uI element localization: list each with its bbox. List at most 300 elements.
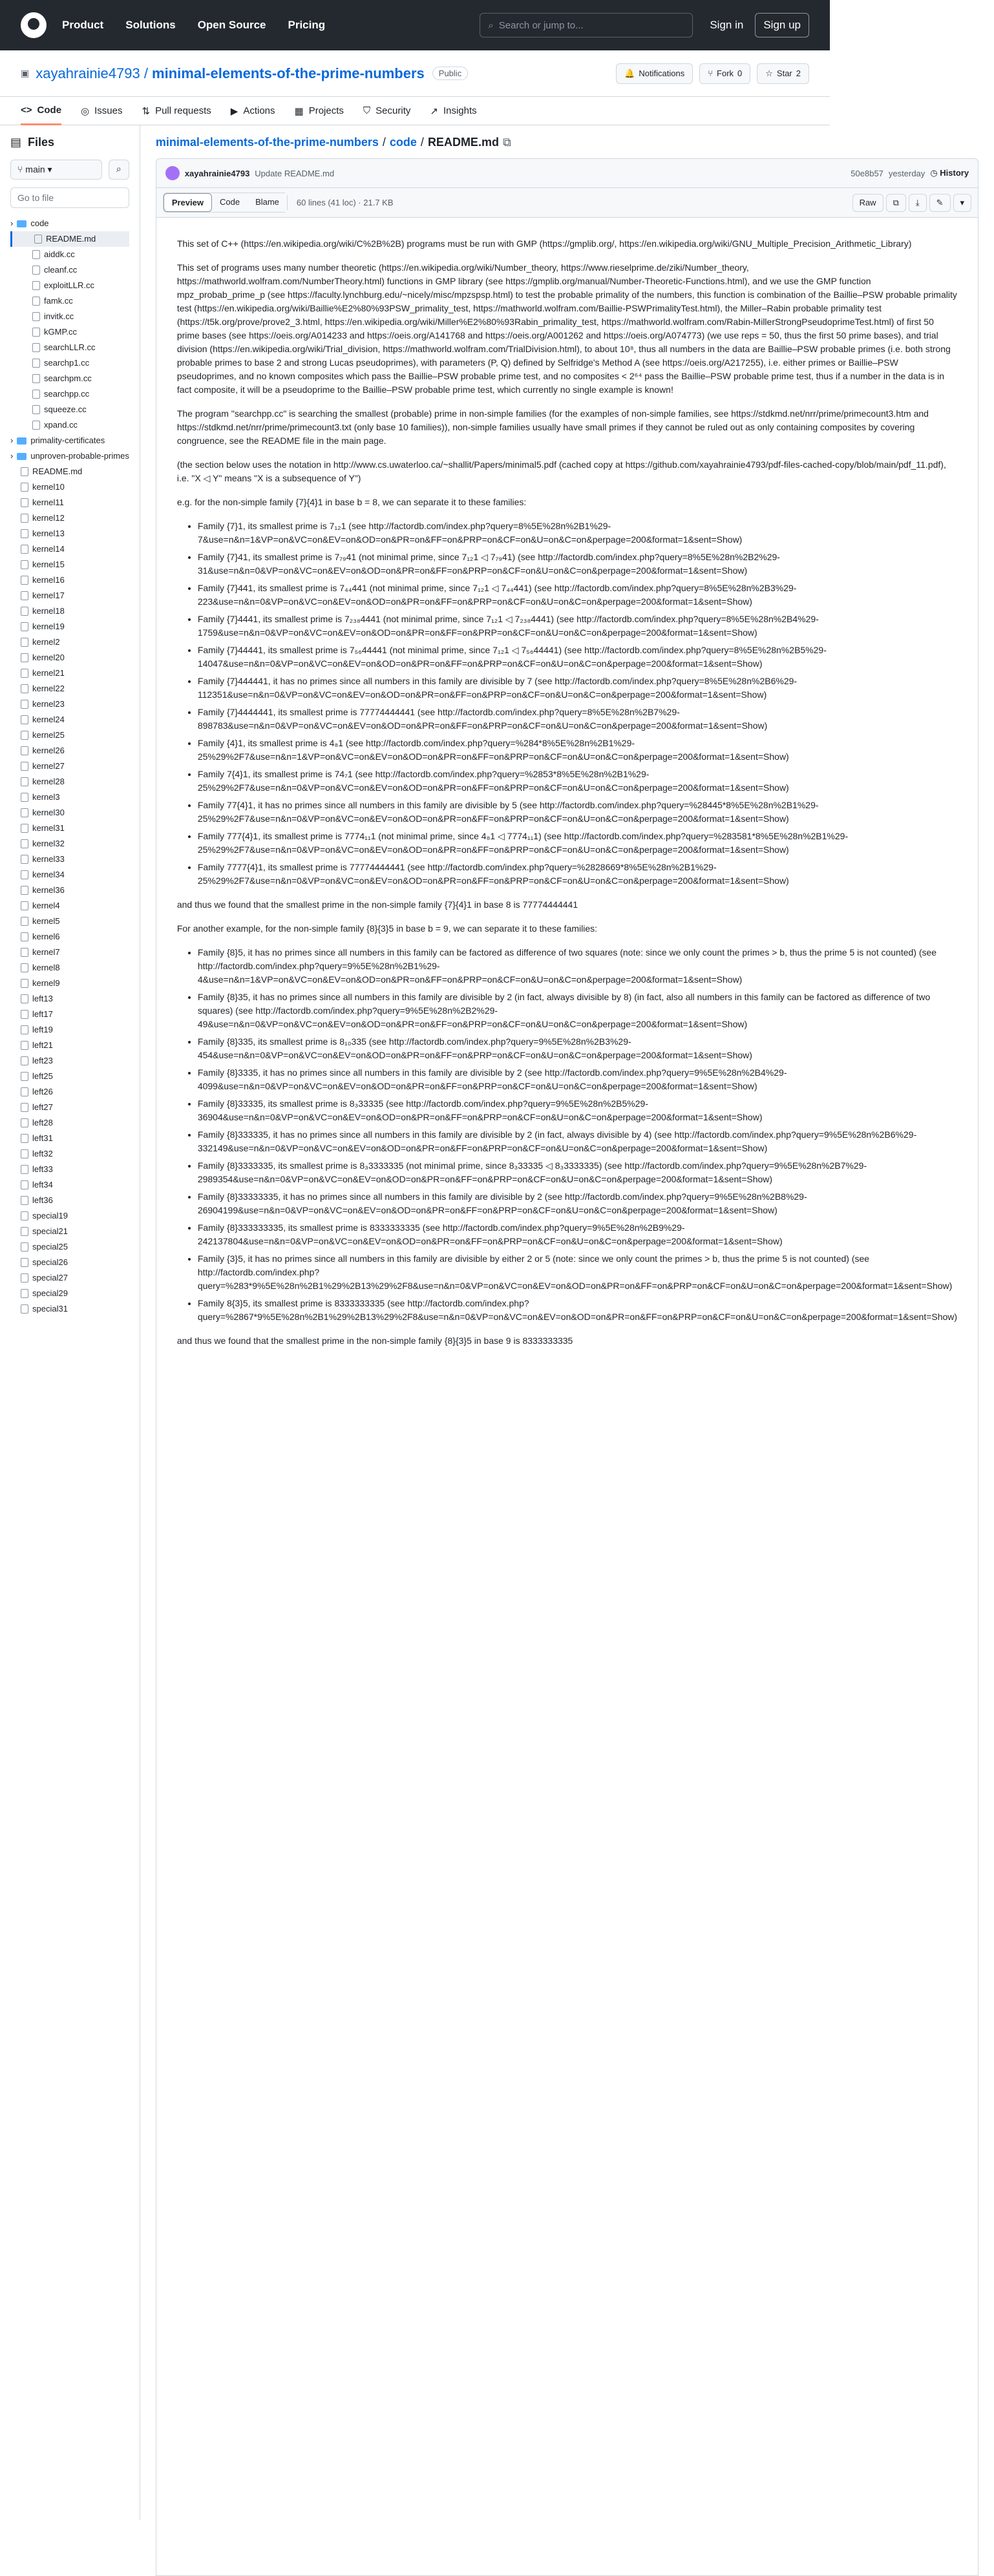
- file-item[interactable]: [10, 541, 129, 557]
- tree-item-label: special31: [32, 1304, 68, 1314]
- tab-code[interactable]: <> Code: [21, 97, 61, 125]
- list-item: • Family {7}441, its smallest prime is 7₄₄441 (not minimal prime, since 7₁₂1 ◁ 7₄₄441) (see http://factordb.com/index.php?query=8%5E%28n%2B3%29-223&use=n&n=0&VP=on&VC=on&EV=on&OD=on&PR=on&FF=on&PRP=on&CF=on&U=on&C=on&perpage=200&format=1&sent=Show): [198, 581, 957, 609]
- shield-icon: ⛉: [363, 105, 371, 116]
- file-icon: [34, 235, 42, 244]
- file-icon: [21, 1103, 28, 1112]
- github-logo-icon[interactable]: [21, 12, 47, 38]
- file-item[interactable]: [10, 386, 129, 402]
- file-icon: [21, 529, 28, 538]
- tree-item-label: left33: [32, 1164, 53, 1174]
- file-item[interactable]: [10, 1084, 129, 1100]
- file-item[interactable]: [10, 821, 129, 836]
- file-icon: [21, 638, 28, 647]
- file-icon: [21, 1149, 28, 1158]
- file-item[interactable]: [10, 1193, 129, 1208]
- list-item: • Family {8}5, it has no primes since all numbers in this family can be factored as difference of two squares (note: since we only count the primes > b, thus the prime 5 is not counted) (see http://factordb.com/index.php?query=9%5E%28n%2B1%29-4&use=n&n=1&VP=on&VC=on&EV=on&OD=on&PR=on&FF=on&PRP=on&CF=on&U=on&C=on&perpage=200&format=1&sent=Show): [198, 946, 957, 987]
- file-item[interactable]: [10, 1270, 129, 1286]
- family-list: [198, 946, 957, 1324]
- code-icon: <>: [21, 104, 32, 116]
- file-icon: [21, 948, 28, 957]
- file-item[interactable]: [10, 650, 129, 665]
- tree-item-label: left17: [32, 1009, 53, 1019]
- go-to-file-input[interactable]: Go to file: [10, 187, 129, 208]
- list-item: • Family {7}44441, its smallest prime is 7₅₆44441 (not minimal prime, since 7₁₂1 ◁ 7₅₆44441) (see http://factordb.com/index.php?query=8%5E%28n%2B5%29-14047&use=n&n=0&VP=on&VC=on&EV=on&OD=on&PR=on&FF=on&PRP=on&CF=on&U=on&C=on&perpage=200&format=1&sent=Show): [198, 644, 957, 671]
- file-icon: [21, 1273, 28, 1283]
- file-icon: [21, 1211, 28, 1220]
- file-toolbar: [156, 188, 978, 218]
- search-input[interactable]: [480, 13, 693, 37]
- folder-icon: [17, 220, 26, 227]
- list-item: • Family {8}3333335, its smallest prime is 8₃3333335 (not minimal prime, since 8₃33335 ◁ 8₃3333335) (see http://factordb.com/index.php?query=9%5E%28n%2B7%29-2989354&use=n&n=0&VP=on&VC=on&EV=on&OD=on&PR=on&FF=on&PRP=on&CF=on&U=on&C=on&perpage=200&format=1&sent=Show): [198, 1159, 957, 1186]
- tree-item-label: searchLLR.cc: [44, 342, 96, 352]
- copy-path-icon[interactable]: ⧉: [502, 136, 511, 149]
- tree-item-label: unproven-probable-primes: [30, 451, 129, 461]
- tree-item-label: kernel24: [32, 715, 65, 724]
- fork-icon: ⑂: [708, 68, 714, 78]
- star-button[interactable]: ☆ Star 2: [757, 63, 809, 84]
- file-item[interactable]: [10, 1224, 129, 1239]
- file-icon: [21, 483, 28, 492]
- tree-item-label: kernel9: [32, 978, 60, 988]
- sign-in-link[interactable]: Sign in: [710, 19, 744, 31]
- readme-paragraph: This set of programs uses many number theoretic (https://en.wikipedia.org/wiki/Number_theory, https://www.rieselprime.de/ziki/Number_theory, https://mathworld.wolfram.com/NumberTheory.html) functions in GMP library (see https://gmplib.org/manual/Number-Theoretic-Functions.html), and we use the GMP function mpz_probab_prime_p (see https://faculty.lynchburg.edu/~nicely/misc/mpzspsp.html) to test the probable primality of the numbers, this function is combination of the Baillie–PSW probable primality test (https://en.wikipedia.org/wiki/Baillie%E2%80%93PSW_primality_test, https://mathworld.wolfram.com/Baillie-PSWPrimalityTest.html), the Miller–Rabin probable primality test (https://t5k.org/prove/prove2_3.html, https://en.wikipedia.org/wiki/Miller%E2%80%93Rabin_primality_test, https://mathworld.wolfram.com/Rabin-MillerStrongPseudoprimeTest.html) of first 50 prime bases (see https://oeis.org/A014233 and https://oeis.org/A141768 and https://oeis.org/A001262 and https://oeis.org/A074773) (we use reps = 50, thus the first 50 prime bases), and trial division (https://en.wikipedia.org/wiki/Trial_division, https://mathworld.wolfram.com/TrialDivision.html), to about 10⁸, thus all numbers in the data are Baillie–PSW probable primes (i.e. both strong probable primes to base 2 and strong Lucas pseudoprimes), with parameters (P, Q) defined by Selfridge's Method A (see https://oeis.org/A217255), i.e. either primes or Baillie–PSW pseudoprimes, and no known composites which pass the Baillie–PSW probable prime test, and no composites < 2⁶⁴ pass the Baillie–PSW probable prime test, thus if a number in the data is in fact composite, it will be a pseudoprime to the Baillie–PSW probable prime test, which currently no single example is known!: [176, 262, 957, 395]
- file-item[interactable]: [10, 417, 129, 433]
- file-search-button[interactable]: [109, 160, 129, 180]
- file-icon: [21, 545, 28, 554]
- readme-paragraph: and thus we found that the smallest prime in the non-simple family {8}{3}5 in base 9 is 8333333335: [176, 1335, 573, 1346]
- repo-name-link[interactable]: minimal-elements-of-the-prime-numbers: [152, 65, 425, 81]
- edit-icon[interactable]: ✎: [929, 194, 951, 212]
- file-item[interactable]: [10, 309, 129, 324]
- file-icon: [21, 1087, 28, 1096]
- repo-title: xayahrainie4793 / minimal-elements-of-the-prime-numbers: [36, 65, 425, 81]
- visibility-badge: Public: [432, 67, 468, 80]
- tree-item-label: kernel10: [32, 482, 65, 492]
- tree-item-label: searchpm.cc: [44, 373, 92, 383]
- sign-up-button[interactable]: Sign up: [755, 13, 809, 37]
- file-icon: [21, 963, 28, 972]
- download-icon[interactable]: ⤓: [909, 194, 927, 212]
- file-icon: [21, 1041, 28, 1050]
- top-navbar: [0, 0, 830, 50]
- file-item[interactable]: [10, 929, 129, 945]
- copy-icon[interactable]: ⧉: [886, 194, 906, 212]
- file-icon: [21, 979, 28, 988]
- avatar[interactable]: [165, 166, 180, 180]
- blame-tab[interactable]: Blame: [248, 193, 287, 212]
- file-item[interactable]: [10, 1038, 129, 1053]
- tree-item-label: kernel30: [32, 808, 65, 817]
- tree-item-label: cleanf.cc: [44, 265, 78, 275]
- file-icon: [21, 607, 28, 616]
- list-item: • Family {8}335, its smallest prime is 8₁₀335 (see http://factordb.com/index.php?query=9%5E%28n%2B3%29-454&use=n&n=0&VP=on&VC=on&EV=on&OD=on&PR=on&FF=on&PRP=on&CF=on&U=on&C=on&perpage=200&format=1&sent=Show): [198, 1035, 957, 1062]
- breadcrumb-repo[interactable]: minimal-elements-of-the-prime-numbers: [155, 136, 379, 149]
- file-icon: [21, 762, 28, 771]
- file-item[interactable]: [10, 355, 129, 371]
- list-item: • Family {8}3335, it has no primes since all numbers in this family are divisible by 2 (see http://factordb.com/index.php?query=9%5E%28n%2B4%29-4099&use=n&n=0&VP=on&VC=on&EV=on&OD=on&PR=on&FF=on&PRP=on&CF=on&U=on&C=on&perpage=200&format=1&sent=Show): [198, 1066, 957, 1093]
- more-icon[interactable]: ▾: [953, 194, 972, 212]
- file-icon: [32, 312, 40, 321]
- latest-commit: [156, 158, 978, 188]
- tree-item-label: kernel34: [32, 870, 65, 879]
- nav-product[interactable]: Product: [62, 19, 104, 31]
- tree-item-label: kernel15: [32, 560, 65, 569]
- tab-insights[interactable]: ↗ Insights: [430, 105, 477, 117]
- file-icon: [32, 266, 40, 275]
- tree-item-label: primality-certificates: [30, 435, 105, 445]
- tree-item-label: README.md: [32, 466, 83, 476]
- table-icon: ▦: [294, 105, 304, 117]
- star-icon: ☆: [765, 68, 773, 78]
- file-icon: [21, 1227, 28, 1236]
- file-item[interactable]: [10, 696, 129, 712]
- file-icon: [21, 1196, 28, 1205]
- file-item[interactable]: [10, 231, 129, 247]
- file-item[interactable]: [10, 278, 129, 293]
- tree-item-label: kernel11: [32, 497, 64, 507]
- breadcrumb-dir[interactable]: code: [389, 136, 417, 149]
- file-item[interactable]: [10, 743, 129, 759]
- file-item[interactable]: [10, 759, 129, 774]
- readme-body: [156, 218, 978, 2576]
- file-item[interactable]: [10, 479, 129, 495]
- tree-item-label: famk.cc: [44, 296, 73, 306]
- list-item: • Family {3}5, it has no primes since all numbers in this family are divisible by either 2 or 5 (note: since we only count the primes > b, thus the prime 5 is not counted) (see http://factordb.com/index.php?query=%283*9%5E%28n%2B1%29%2B13%29%2F8&use=n&n=0&VP=on&VC=on&EV=on&OD=on&PR=on&FF=on&PRP=on&CF=on&U=on&C=on&perpage=200&format=1&sent=Show): [198, 1252, 957, 1293]
- nav-open-source[interactable]: Open Source: [197, 19, 266, 31]
- tree-item-label: kernel3: [32, 792, 60, 802]
- file-actions: [852, 194, 972, 212]
- readme-paragraph: and thus we found that the smallest prime in the non-simple family {7}{4}1 in base 8 is 77774444441: [176, 899, 578, 910]
- file-icon: [21, 1165, 28, 1174]
- tree-item-label: exploitLLR.cc: [44, 280, 95, 290]
- tab-projects[interactable]: ▦ Projects: [294, 105, 344, 117]
- tree-item-label: left31: [32, 1133, 53, 1143]
- tree-item-label: left32: [32, 1149, 53, 1158]
- file-sidebar: [0, 125, 140, 2520]
- list-item: • Family {7}4441, its smallest prime is 7₂₃₈4441 (not minimal prime, since 7₁₂1 ◁ 7₂₃₈4441) (see http://factordb.com/index.php?query=8%5E%28n%2B4%29-1759&use=n&n=0&VP=on&VC=on&EV=on&OD=on&PR=on&FF=on&PRP=on&CF=on&U=on&C=on&perpage=200&format=1&sent=Show): [198, 613, 957, 640]
- file-item[interactable]: [10, 371, 129, 386]
- list-item: • Family {7}41, its smallest prime is 7₇₉41 (not minimal prime, since 7₁₂1 ◁ 7₇₉41) (see http://factordb.com/index.php?query=8%5E%28n%2B2%29-31&use=n&n=0&VP=on&VC=on&EV=on&OD=on&PR=on&FF=on&PRP=on&CF=on&U=on&C=on&perpage=200&format=1&sent=Show): [198, 550, 957, 578]
- file-item[interactable]: [10, 976, 129, 991]
- repo-actions: [616, 63, 809, 84]
- fork-button[interactable]: ⑂ Fork 0: [699, 63, 750, 84]
- file-icon: [21, 1242, 28, 1251]
- file-item[interactable]: [10, 1131, 129, 1146]
- chevron-icon: ›: [10, 218, 14, 228]
- file-info: 60 lines (41 loc) · 21.7 KB: [296, 198, 394, 207]
- tree-item-label: special21: [32, 1226, 68, 1236]
- file-item[interactable]: [10, 1177, 129, 1193]
- file-content: [140, 125, 994, 2576]
- list-item: • Family {4}1, its smallest prime is 4₈1 (see http://factordb.com/index.php?query=%284*8%5E%28n%2B1%29-25%29%2F7&use=n&n=1&VP=on&VC=on&EV=on&OD=on&PR=on&FF=on&PRP=on&CF=on&U=on&C=on&perpage=200&format=1&sent=Show): [198, 737, 957, 764]
- file-icon: [21, 1072, 28, 1081]
- tree-item-label: kernel25: [32, 730, 65, 740]
- preview-tab[interactable]: Preview: [164, 193, 212, 212]
- commit-time: yesterday: [888, 168, 925, 178]
- file-item[interactable]: [10, 340, 129, 355]
- file-item[interactable]: [10, 619, 129, 634]
- tree-item-label: kernel27: [32, 761, 65, 771]
- file-icon: [21, 1025, 28, 1034]
- file-icon: [32, 281, 40, 290]
- tree-item-label: kernel20: [32, 653, 65, 662]
- file-item[interactable]: [10, 790, 129, 805]
- commit-hash[interactable]: 50e8b57: [851, 168, 883, 178]
- tree-item-label: kernel26: [32, 746, 65, 755]
- list-item: • Family {7}1, its smallest prime is 7₁₂1 (see http://factordb.com/index.php?query=8%5E%28n%2B1%29-7&use=n&n=1&VP=on&VC=on&EV=on&OD=on&PR=on&FF=on&PRP=on&CF=on&U=on&C=on&perpage=200&format=1&sent=Show): [198, 519, 957, 547]
- list-item: • Family {7}4444441, its smallest prime is 77774444441 (see http://factordb.com/index.php?query=8%5E%28n%2B7%29-898783&use=n&n=0&VP=on&VC=on&EV=on&OD=on&PR=on&FF=on&PRP=on&CF=on&U=on&C=on&perpage=200&format=1&sent=Show): [198, 706, 957, 733]
- file-icon: [21, 498, 28, 507]
- file-item[interactable]: [10, 1301, 129, 1317]
- tree-item-label: kernel13: [32, 529, 65, 538]
- file-item[interactable]: [10, 510, 129, 526]
- file-item[interactable]: [10, 728, 129, 743]
- file-item[interactable]: [10, 1208, 129, 1224]
- file-icon: [21, 1118, 28, 1127]
- files-header: [10, 136, 129, 149]
- file-item[interactable]: [10, 324, 129, 340]
- file-item[interactable]: [10, 712, 129, 728]
- issue-icon: ◎: [81, 105, 90, 117]
- folder-item[interactable]: [10, 216, 129, 231]
- file-item[interactable]: [10, 247, 129, 262]
- file-icon: [21, 669, 28, 678]
- file-icon: [21, 731, 28, 740]
- file-item[interactable]: [10, 572, 129, 588]
- tab-issues[interactable]: ◎ Issues: [81, 105, 123, 117]
- code-view-tab[interactable]: Code: [212, 193, 248, 212]
- tree-item-label: left25: [32, 1071, 53, 1081]
- file-icon: [21, 700, 28, 709]
- file-item[interactable]: [10, 774, 129, 790]
- file-icon: [21, 870, 28, 879]
- tree-item-label: kernel36: [32, 885, 65, 895]
- file-item[interactable]: [10, 1239, 129, 1255]
- notifications-button[interactable]: 🔔 Notifications: [616, 63, 693, 84]
- tree-item-label: kernel18: [32, 606, 65, 616]
- folder-icon: [17, 437, 26, 445]
- file-icon: [21, 1304, 28, 1314]
- folder-item[interactable]: [10, 433, 129, 448]
- file-item[interactable]: [10, 293, 129, 309]
- tree-item-label: xpand.cc: [44, 420, 78, 430]
- tree-item-label: kernel8: [32, 963, 60, 972]
- tree-item-label: left27: [32, 1102, 53, 1112]
- tree-item-label: kernel17: [32, 591, 65, 600]
- file-item[interactable]: [10, 1069, 129, 1084]
- branch-row: [10, 160, 129, 180]
- tab-security[interactable]: ⛉ Security: [363, 105, 411, 116]
- file-item[interactable]: [10, 588, 129, 603]
- branch-selector[interactable]: ⑂ main ▾: [10, 160, 102, 180]
- list-item: • Family 777{4}1, its smallest prime is 7774₁₁1 (not minimal prime, since 4₈1 ◁ 7774₁₁1) (see http://factordb.com/index.php?query=%283581*8%5E%28n%2B1%29-25%29%2F7&use=n&n=0&VP=on&VC=on&EV=on&OD=on&PR=on&FF=on&PRP=on&CF=on&U=on&C=on&perpage=200&format=1&sent=Show): [198, 830, 957, 857]
- file-item[interactable]: [10, 914, 129, 929]
- tree-item-label: kernel28: [32, 777, 65, 786]
- file-icon: [21, 994, 28, 1003]
- file-icon: [32, 390, 40, 399]
- nav-pricing[interactable]: Pricing: [288, 19, 326, 31]
- tree-item-label: searchpp.cc: [44, 389, 90, 399]
- repo-owner-link[interactable]: xayahrainie4793: [36, 65, 140, 81]
- file-icon: [21, 1056, 28, 1065]
- file-item[interactable]: [10, 1286, 129, 1301]
- view-switch: [163, 193, 288, 213]
- file-item[interactable]: [10, 867, 129, 883]
- bell-icon: 🔔: [624, 68, 635, 78]
- file-item[interactable]: [10, 1022, 129, 1038]
- family-list: [198, 519, 957, 888]
- file-icon: [21, 1134, 28, 1143]
- list-item: • Family {8}333333335, its smallest prime is 8333333335 (see http://factordb.com/index.php?query=9%5E%28n%2B9%29-242137804&use=n&n=0&VP=on&VC=on&EV=on&OD=on&PR=on&FF=on&PRP=on&CF=on&U=on&C=on&perpage=200&format=1&sent=Show): [198, 1221, 957, 1248]
- repo-tabs: [0, 97, 830, 125]
- tree-item-label: kernel6: [32, 932, 60, 941]
- file-icon: [21, 932, 28, 941]
- tree-item-label: left23: [32, 1056, 53, 1065]
- file-icon: [21, 917, 28, 926]
- file-item[interactable]: [10, 805, 129, 821]
- file-item[interactable]: [10, 1255, 129, 1270]
- file-item[interactable]: [10, 1115, 129, 1131]
- search-icon: ⌕: [116, 163, 122, 174]
- repo-icon: ▣: [21, 68, 30, 78]
- file-icon: [32, 374, 40, 383]
- file-item[interactable]: [10, 898, 129, 914]
- file-icon: [21, 901, 28, 910]
- file-item[interactable]: [10, 495, 129, 510]
- tree-item-label: kernel12: [32, 513, 65, 523]
- file-icon: [21, 591, 28, 600]
- tree-item-label: left13: [32, 994, 53, 1003]
- readme-paragraph: For another example, for the non-simple family {8}{3}5 in base b = 9, we can separate it to these families:: [176, 923, 598, 934]
- tree-item-label: squeeze.cc: [44, 404, 87, 414]
- top-nav: [62, 19, 325, 32]
- file-icon: [21, 684, 28, 693]
- list-item: • Family {8}35, it has no primes since all numbers in this family are divisible by 2 (in fact, always divisible by 8) (in fact, also all numbers in this family can be factored as difference of two squares) (see http://factordb.com/index.php?query=9%5E%28n%2B2%29-49&use=n&n=0&VP=on&VC=on&EV=on&OD=on&PR=on&FF=on&PRP=on&CF=on&U=on&C=on&perpage=200&format=1&sent=Show): [198, 990, 957, 1031]
- file-item[interactable]: [10, 464, 129, 479]
- file-item[interactable]: [10, 603, 129, 619]
- file-icon: [32, 359, 40, 368]
- tree-item-label: kernel16: [32, 575, 65, 585]
- list-item: • Family {8}333335, it has no primes since all numbers in this family are divisible by 2 (in fact, always divisible by 4) (see http://factordb.com/index.php?query=9%5E%28n%2B6%29-332149&use=n&n=0&VP=on&VC=on&EV=on&OD=on&PR=on&FF=on&PRP=on&CF=on&U=on&C=on&perpage=200&format=1&sent=Show): [198, 1128, 957, 1155]
- file-icon: [21, 715, 28, 724]
- pull-request-icon: ⇅: [142, 105, 151, 117]
- tree-item-label: kGMP.cc: [44, 327, 78, 337]
- search-placeholder: Search or jump to...: [498, 19, 584, 31]
- file-item[interactable]: [10, 681, 129, 696]
- file-item[interactable]: [10, 1162, 129, 1177]
- file-item[interactable]: [10, 883, 129, 898]
- tree-item-label: left26: [32, 1087, 53, 1096]
- file-icon: [21, 777, 28, 786]
- tree-item-label: kernel32: [32, 839, 65, 848]
- main-area: [0, 125, 969, 2576]
- tree-item-label: kernel7: [32, 947, 60, 957]
- file-icon: [21, 1010, 28, 1019]
- file-item[interactable]: [10, 262, 129, 278]
- file-item[interactable]: [10, 402, 129, 417]
- file-item[interactable]: [10, 991, 129, 1007]
- list-item: • Family 8{3}5, its smallest prime is 8333333335 (see http://factordb.com/index.php?query=%2867*9%5E%28n%2B1%29%2B13%29%2F8&use=n&n=0&VP=on&VC=on&EV=on&OD=on&PR=on&FF=on&PRP=on&CF=on&U=on&C=on&perpage=200&format=1&sent=Show): [198, 1297, 957, 1324]
- file-icon: [21, 1289, 28, 1298]
- file-icon: [32, 250, 40, 259]
- file-item[interactable]: [10, 1146, 129, 1162]
- file-item[interactable]: [10, 557, 129, 572]
- readme-paragraph: The program "searchpp.cc" is searching the smallest (probable) prime in non-simple families (for the examples of non-simple families, see https://stdkmd.net/nrr/prime/primecount3.htm and https://stdkmd.net/nrr/prime/primecount3.txt (only base 10 families)), non-simple families usually have small primes if they cannot be ruled out as only containing composites by covering congruence, see the README file in the main page.: [176, 408, 929, 446]
- nav-solutions[interactable]: Solutions: [125, 19, 176, 31]
- folder-icon: [17, 453, 26, 460]
- tree-item-label: code: [30, 218, 49, 228]
- tree-item-label: kernel31: [32, 823, 65, 833]
- sidebar-toggle-icon[interactable]: ▤: [10, 136, 22, 149]
- tree-item-label: left21: [32, 1040, 53, 1050]
- tree-item-label: special27: [32, 1273, 68, 1283]
- clock-icon: ◷: [930, 168, 940, 178]
- graph-icon: ↗: [430, 105, 438, 117]
- tree-item-label: left36: [32, 1195, 53, 1205]
- tree-item-label: kernel14: [32, 544, 65, 554]
- file-item[interactable]: [10, 1007, 129, 1022]
- files-title: Files: [28, 136, 55, 149]
- file-icon: [21, 1180, 28, 1189]
- branch-icon: ⑂: [17, 164, 26, 174]
- list-item: • Family 7777{4}1, its smallest prime is 77774444441 (see http://factordb.com/index.php?query=%2828669*8%5E%28n%2B1%29-25%29%2F7&use=n&n=0&VP=on&VC=on&EV=on&OD=on&PR=on&FF=on&PRP=on&CF=on&U=on&C=on&perpage=200&format=1&sent=Show): [198, 861, 957, 888]
- file-icon: [21, 467, 28, 476]
- tree-item-label: special29: [32, 1288, 68, 1298]
- file-icon: [21, 855, 28, 864]
- commit-author[interactable]: xayahrainie4793: [184, 168, 250, 178]
- file-icon: [32, 405, 40, 414]
- file-item[interactable]: [10, 852, 129, 867]
- tree-item-label: special19: [32, 1211, 68, 1220]
- file-item[interactable]: [10, 634, 129, 650]
- search-icon: ⌕: [488, 19, 494, 31]
- file-icon: [21, 576, 28, 585]
- folder-item[interactable]: [10, 448, 129, 464]
- tree-item-label: kernel5: [32, 916, 60, 926]
- file-icon: [21, 653, 28, 662]
- raw-button[interactable]: Raw: [852, 194, 883, 212]
- file-icon: [21, 793, 28, 802]
- list-item: • Family {8}33333335, it has no primes since all numbers in this family are divisible by 2 (see http://factordb.com/index.php?query=9%5E%28n%2B8%29-26904199&use=n&n=0&VP=on&VC=on&EV=on&OD=on&PR=on&FF=on&PRP=on&CF=on&U=on&C=on&perpage=200&format=1&sent=Show): [198, 1190, 957, 1217]
- file-item[interactable]: [10, 945, 129, 960]
- commit-message[interactable]: Update README.md: [255, 168, 335, 178]
- tree-item-label: kernel4: [32, 901, 60, 910]
- tree-item-label: kernel33: [32, 854, 65, 864]
- chevron-icon: ›: [10, 435, 14, 445]
- tree-item-label: left28: [32, 1118, 53, 1127]
- file-icon: [21, 839, 28, 848]
- file-icon: [32, 328, 40, 337]
- history-button[interactable]: ◷ History: [930, 168, 969, 178]
- file-item[interactable]: [10, 526, 129, 541]
- file-icon: [21, 560, 28, 569]
- file-icon: [21, 808, 28, 817]
- file-item[interactable]: [10, 836, 129, 852]
- tab-actions[interactable]: ▶ Actions: [230, 105, 275, 117]
- file-item[interactable]: [10, 665, 129, 681]
- tree-item-label: kernel2: [32, 637, 60, 647]
- file-icon: [32, 343, 40, 352]
- tab-pull-requests[interactable]: ⇅ Pull requests: [142, 105, 211, 117]
- breadcrumb: minimal-elements-of-the-prime-numbers / code / README.md ⧉: [155, 136, 511, 149]
- tree-item-label: special25: [32, 1242, 68, 1251]
- readme-paragraph: (the section below uses the notation in http://www.cs.uwaterloo.ca/~shallit/Papers/minimal5.pdf (cached copy at https://github.com/xayahrainie4793/pdf-files-cached-copy/blob/main/pdf_11.pdf), i.e. "X ◁ Y" means "X is a subsequence of Y"): [176, 459, 946, 483]
- file-item[interactable]: [10, 1053, 129, 1069]
- file-item[interactable]: [10, 1100, 129, 1115]
- tree-item-label: aiddk.cc: [44, 249, 75, 259]
- file-item[interactable]: [10, 960, 129, 976]
- readme-paragraph: e.g. for the non-simple family {7}{4}1 in base b = 8, we can separate it to these families:: [176, 497, 527, 507]
